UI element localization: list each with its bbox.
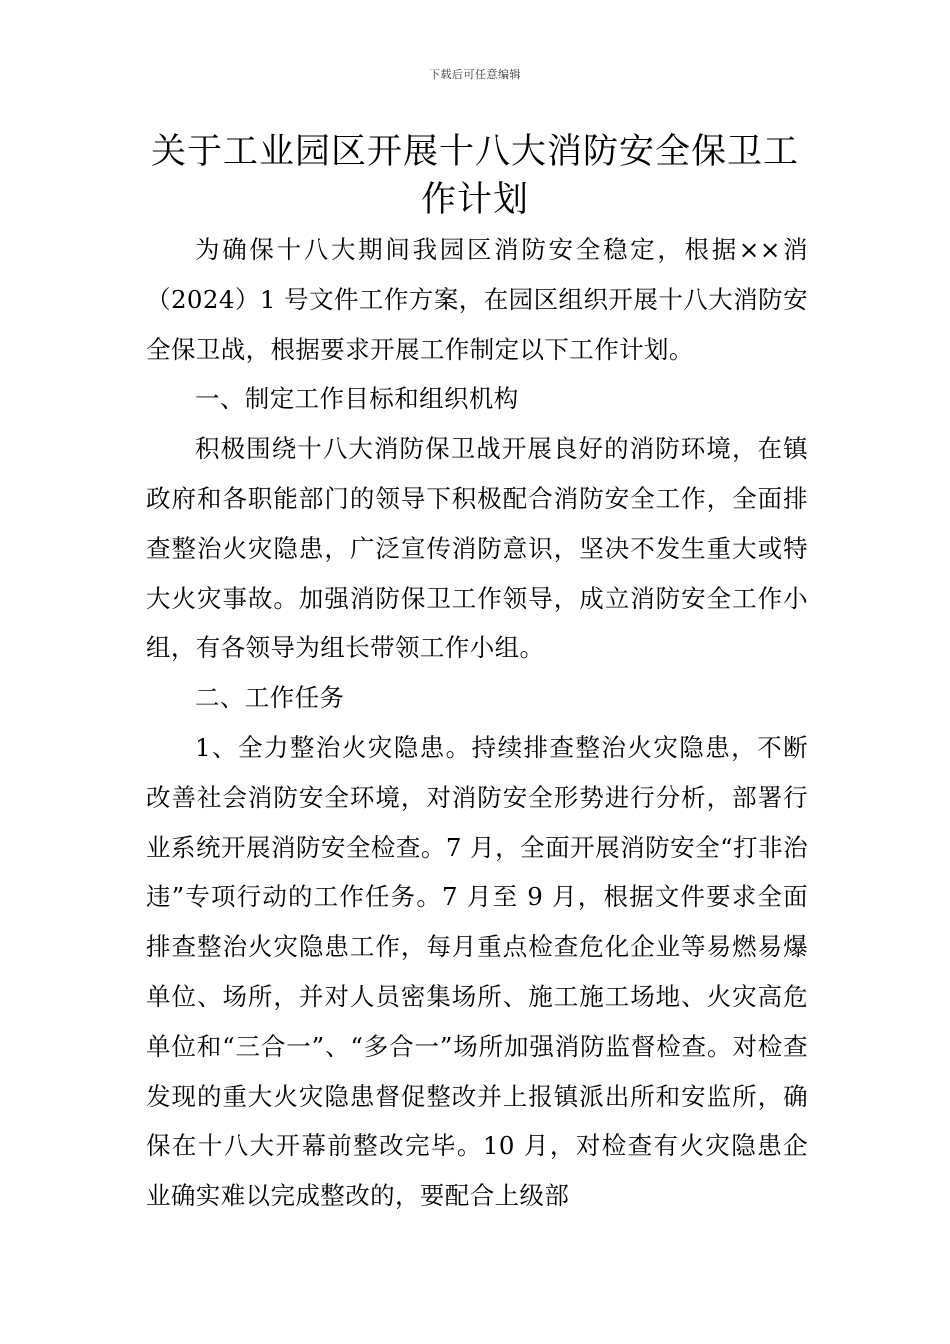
- intro-paragraph: 为确保十八大期间我园区消防安全稳定，根据××消（2024）1 号文件工作方案，在园区组织开展十八大消防安全保卫战，根据要求开展工作制定以下工作计划。: [146, 235, 808, 364]
- header-note: 下载后可任意编辑: [429, 68, 521, 81]
- task-1-paragraph: 1、全力整治火灾隐患。持续排查整治火灾隐患，不断改善社会消防安全环境，对消防安全形势进行分析，部署行业系统开展消防安全检查。7 月，全面开展消防安全“打非治违”专项行动的工作任务。7 月至 9 月，根据文件要求全面排查整治火灾隐患工作，每月重点检查危化企业等易燃易爆单位、场所，并对人员密集场所、施工施工场地、火灾高危单位和“三合一”、“多合一”场所加强消防监督检查。对检查发现的重大火灾隐患督促整改并上报镇派出所和安监所，确保在十八大开幕前整改完毕。10 月，对检查有火灾隐患企业确实难以完成整改的，要配合上级部: [146, 732, 808, 1211]
- section-heading-2: 二、工作任务: [195, 683, 345, 713]
- section-heading-1: 一、制定工作目标和组织机构: [195, 384, 519, 414]
- document-body: [146, 225, 808, 1221]
- section-1-paragraph: 积极围绕十八大消防保卫战开展良好的消防环境，在镇政府和各职能部门的领导下积极配合消防安全工作，全面排查整治火灾隐患，广泛宣传消防意识，坚决不发生重大或特大火灾事故。加强消防保卫工作领导，成立消防安全工作小组，有各领导为组长带领工作小组。: [146, 434, 808, 663]
- document-title: 关于工业园区开展十八大消防安全保卫工作计划: [150, 132, 799, 220]
